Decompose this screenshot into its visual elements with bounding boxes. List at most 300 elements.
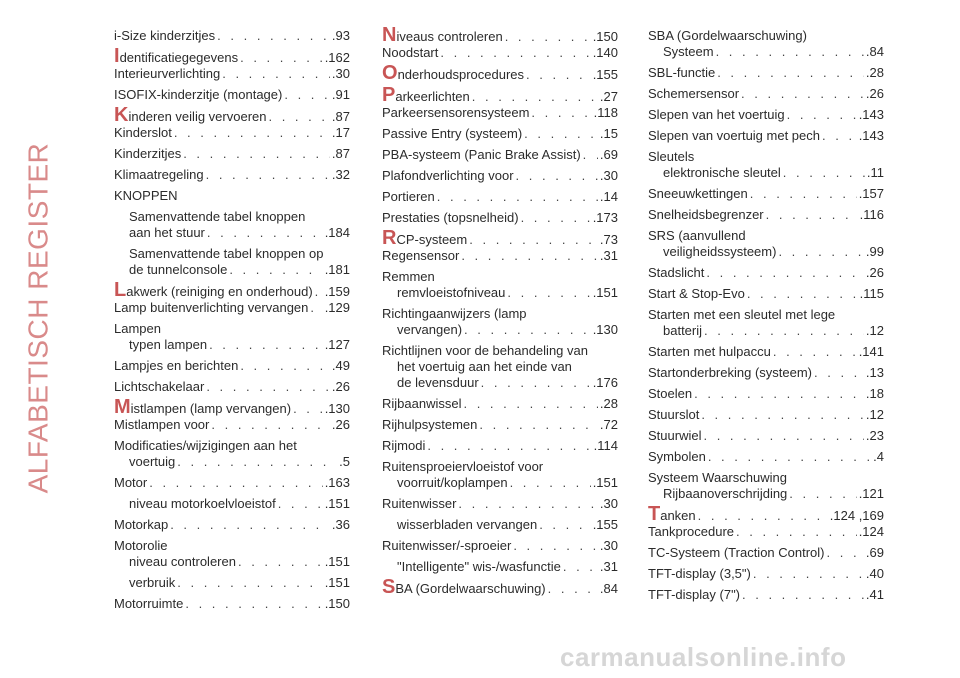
index-line — [648, 524, 884, 540]
page-number: .69 — [599, 147, 618, 162]
index-line — [382, 285, 618, 301]
index-term: SBA (Gordelwaarschuwing) — [648, 28, 807, 43]
dot-leader — [701, 407, 864, 423]
index-term: TFT-display (7") — [648, 587, 741, 602]
index-term: niveau controleren — [129, 554, 236, 569]
index-entry — [648, 149, 884, 181]
index-line — [114, 209, 350, 225]
index-entry — [114, 188, 350, 204]
index-term: Interieurverlichting — [114, 66, 221, 81]
index-entry — [648, 587, 884, 603]
index-line — [114, 337, 350, 353]
index-term: BA (Gordelwaarschuwing) — [395, 581, 546, 596]
index-column-1 — [114, 28, 350, 617]
index-entry — [382, 438, 618, 454]
dot-leader — [583, 147, 598, 163]
page-number: .11 — [866, 165, 884, 180]
dot-leader — [736, 524, 857, 540]
dot-leader — [238, 554, 323, 570]
index-line — [114, 300, 350, 316]
index-term: Kinderzitjes — [114, 146, 182, 161]
index-line — [114, 417, 350, 433]
index-entry — [382, 269, 618, 301]
index-term: vervangen) — [397, 322, 463, 337]
page-number: .143 — [858, 128, 884, 143]
dot-leader — [703, 428, 863, 444]
index-term: de levensduur — [397, 375, 479, 390]
index-line — [648, 44, 884, 60]
dot-leader — [177, 575, 322, 591]
dot-leader — [310, 300, 322, 316]
dot-leader — [293, 401, 323, 417]
page-number: .129 — [324, 300, 350, 315]
index-entry — [114, 575, 350, 591]
dot-leader — [207, 225, 323, 241]
index-line — [648, 265, 884, 281]
dot-leader — [229, 262, 322, 278]
dot-leader — [704, 323, 864, 339]
index-entry — [648, 265, 884, 281]
dot-leader — [827, 545, 864, 561]
index-entry — [648, 365, 884, 381]
index-line — [648, 566, 884, 582]
index-term: Lampen — [114, 321, 161, 336]
page-number: .173 — [592, 210, 618, 225]
dot-leader — [481, 375, 591, 391]
dot-leader — [278, 496, 323, 512]
index-line — [648, 323, 884, 339]
index-term: "Intelligente" wis-/wasfunctie — [397, 559, 561, 574]
page-number: .72 — [599, 417, 618, 432]
index-entry — [648, 503, 884, 540]
index-term: verbruik — [129, 575, 176, 590]
index-entry — [114, 596, 350, 612]
dot-leader — [521, 210, 591, 226]
index-term: Regensensor — [382, 248, 460, 263]
page-number: .87 — [331, 146, 350, 161]
section-initial-letter: P — [382, 84, 396, 106]
index-term: Lampjes en berichten — [114, 358, 239, 373]
index-term: Rijbaanwissel — [382, 396, 462, 411]
index-column-2 — [382, 24, 618, 602]
index-term: voertuig — [129, 454, 176, 469]
index-line — [114, 28, 350, 44]
section-initial-letter: R — [382, 227, 397, 249]
index-entry — [382, 126, 618, 142]
dot-leader — [787, 107, 857, 123]
page-number: .40 — [865, 566, 884, 581]
page-number: .159 — [324, 284, 350, 299]
index-term: TFT-display (3,5") — [648, 566, 751, 581]
dot-leader — [563, 559, 598, 575]
page-number: .157 — [858, 186, 884, 201]
index-term: Tankprocedure — [648, 524, 734, 539]
index-entry — [382, 168, 618, 184]
index-term: Startonderbreking (systeem) — [648, 365, 813, 380]
page-number: .155 — [592, 67, 618, 82]
dot-leader — [513, 538, 598, 554]
index-term: Slepen van het voertuig — [648, 107, 785, 122]
page-number: .151 — [324, 554, 350, 569]
dot-leader — [149, 475, 322, 491]
index-term: wisserbladen vervangen — [397, 517, 538, 532]
dot-leader — [174, 125, 330, 141]
page-number: .140 — [592, 45, 618, 60]
index-entry — [382, 417, 618, 433]
index-entry — [648, 186, 884, 202]
index-entry — [382, 227, 618, 264]
index-entry — [382, 538, 618, 554]
index-line — [114, 475, 350, 491]
dot-leader — [694, 386, 864, 402]
index-line — [114, 146, 350, 162]
index-term: Sneeuwkettingen — [648, 186, 748, 201]
index-term: nderhoudsprocedures — [397, 67, 525, 82]
page-number: .26 — [331, 417, 350, 432]
index-term: Ruitenwisser — [382, 496, 457, 511]
index-term: Noodstart — [382, 45, 439, 60]
index-term: Stuurwiel — [648, 428, 702, 443]
index-line — [114, 575, 350, 591]
index-line — [382, 459, 618, 475]
page-number: .121 — [858, 486, 884, 501]
index-entry — [648, 449, 884, 465]
index-line — [648, 86, 884, 102]
index-term: Parkeersensorensysteem — [382, 105, 530, 120]
index-line — [382, 517, 618, 533]
dot-leader — [524, 126, 598, 142]
page-number: .27 — [599, 89, 618, 104]
index-term: istlampen (lamp vervangen) — [130, 401, 292, 416]
section-initial-letter: S — [382, 576, 396, 598]
index-term: Stadslicht — [648, 265, 705, 280]
index-entry — [648, 86, 884, 102]
index-line — [114, 45, 350, 67]
index-entry — [648, 470, 884, 502]
dot-leader — [539, 517, 590, 533]
index-term: Slepen van voertuig met pech — [648, 128, 820, 143]
index-entry — [648, 566, 884, 582]
index-line — [648, 165, 884, 181]
dot-leader — [177, 454, 337, 470]
index-entry — [382, 576, 618, 598]
watermark: carmanualsonline.info — [560, 642, 847, 672]
page-number: .155 — [592, 517, 618, 532]
index-line — [648, 407, 884, 423]
index-line — [382, 559, 618, 575]
index-term: Passive Entry (systeem) — [382, 126, 523, 141]
index-term: Starten met een sleutel met lege — [648, 307, 836, 322]
page-number: .124 ,169 — [829, 508, 884, 523]
index-term: Lichtschakelaar — [114, 379, 205, 394]
index-term: inderen veilig vervoeren — [128, 109, 267, 124]
index-line — [382, 322, 618, 338]
index-term: akwerk (reiniging en onderhoud) — [126, 284, 313, 299]
page-number: .31 — [599, 248, 618, 263]
index-term: Samenvattende tabel knoppen — [129, 209, 306, 224]
side-title — [14, 18, 62, 618]
dot-leader — [783, 165, 865, 181]
page-number: .15 — [599, 126, 618, 141]
index-entry — [648, 307, 884, 339]
index-term: iveaus controleren — [396, 29, 503, 44]
page-number: .36 — [331, 517, 350, 532]
index-term: anken — [660, 508, 696, 523]
index-line — [648, 107, 884, 123]
index-term: Plafondverlichting voor — [382, 168, 514, 183]
index-line — [114, 321, 350, 337]
page-number: .23 — [865, 428, 884, 443]
index-entry — [648, 128, 884, 144]
dot-leader — [240, 358, 330, 374]
index-line — [114, 554, 350, 570]
page-number: .130 — [592, 322, 618, 337]
index-line — [382, 210, 618, 226]
page-number: .13 — [865, 365, 884, 380]
page-number: .151 — [592, 475, 618, 490]
index-term: Motorolie — [114, 538, 168, 553]
index-entry — [382, 306, 618, 338]
index-line — [114, 225, 350, 241]
dot-leader — [217, 28, 330, 44]
index-line — [114, 379, 350, 395]
index-entry — [382, 147, 618, 163]
dot-leader — [548, 581, 598, 597]
index-entry — [114, 379, 350, 395]
index-line — [648, 587, 884, 603]
dot-leader — [463, 396, 597, 412]
index-entry — [648, 65, 884, 81]
index-term: Samenvattende tabel knoppen op — [129, 246, 324, 261]
page-number: .115 — [859, 286, 884, 301]
page-number: .151 — [324, 496, 350, 511]
page-number: .41 — [865, 587, 884, 602]
dot-leader — [717, 65, 864, 81]
index-entry — [382, 459, 618, 491]
dot-leader — [526, 67, 591, 83]
index-line — [114, 262, 350, 278]
page-number: .163 — [324, 475, 350, 490]
index-line — [648, 307, 884, 323]
index-term: aan het stuur — [129, 225, 205, 240]
index-line — [114, 125, 350, 141]
index-line — [382, 438, 618, 454]
index-entry — [648, 28, 884, 60]
index-entry — [382, 343, 618, 391]
section-initial-letter: N — [382, 24, 397, 46]
index-line — [382, 227, 618, 249]
index-entry — [114, 517, 350, 533]
page-number: .114 — [593, 438, 618, 453]
index-entry — [114, 475, 350, 491]
dot-leader — [507, 285, 590, 301]
page-number: .5 — [339, 454, 350, 469]
page-number: .84 — [599, 581, 618, 596]
side-title-text: ALFABETISCH REGISTER — [22, 142, 53, 494]
index-line — [382, 24, 618, 46]
dot-leader — [814, 365, 864, 381]
index-line — [648, 344, 884, 360]
index-line — [114, 438, 350, 454]
index-line — [648, 428, 884, 444]
index-line — [114, 87, 350, 103]
index-term: Klimaatregeling — [114, 167, 204, 182]
index-term: ISOFIX-kinderzitje (montage) — [114, 87, 283, 102]
page-number: .4 — [873, 449, 884, 464]
index-entry — [114, 167, 350, 183]
index-entry — [648, 545, 884, 561]
page-number: .28 — [599, 396, 618, 411]
index-line — [648, 228, 884, 244]
index-term: Motor — [114, 475, 148, 490]
index-entry — [114, 104, 350, 141]
page-number: .26 — [865, 265, 884, 280]
dot-leader — [698, 508, 828, 524]
dot-leader — [211, 417, 330, 433]
index-entry — [114, 28, 350, 44]
index-term: elektronische sleutel — [663, 165, 781, 180]
dot-leader — [461, 248, 598, 264]
dot-leader — [753, 566, 864, 582]
index-line — [648, 503, 884, 525]
page-number: .30 — [599, 538, 618, 553]
index-line — [382, 496, 618, 512]
index-line — [648, 128, 884, 144]
index-term: veiligheidssysteem) — [663, 244, 777, 259]
index-term: Lamp buitenverlichting vervangen — [114, 300, 309, 315]
index-line — [648, 207, 884, 223]
index-term: Richtlijnen voor de behandeling van — [382, 343, 588, 358]
index-line — [648, 286, 884, 302]
index-term: Rijmodi — [382, 438, 426, 453]
page-number: .69 — [865, 545, 884, 560]
index-entry — [114, 438, 350, 470]
index-line — [114, 596, 350, 612]
index-line — [648, 28, 884, 44]
index-entry — [382, 210, 618, 226]
index-entry — [114, 209, 350, 241]
section-initial-letter: M — [114, 396, 131, 418]
index-line — [382, 248, 618, 264]
index-entry — [648, 107, 884, 123]
page-number: .31 — [599, 559, 618, 574]
index-line — [114, 496, 350, 512]
index-term: Ruitensproeiervloeistof voor — [382, 459, 544, 474]
index-term: Ruitenwisser/-sproeier — [382, 538, 512, 553]
page-number: .12 — [865, 407, 884, 422]
dot-leader — [822, 128, 857, 144]
index-term: Remmen — [382, 269, 435, 284]
dot-leader — [773, 344, 857, 360]
dot-leader — [531, 105, 591, 121]
index-entry — [382, 189, 618, 205]
index-line — [114, 279, 350, 301]
index-entry — [382, 84, 618, 121]
dot-leader — [183, 146, 330, 162]
section-initial-letter: I — [114, 45, 120, 67]
index-term: remvloeistofniveau — [397, 285, 506, 300]
dot-leader — [766, 207, 858, 223]
dot-leader — [469, 232, 598, 248]
index-line — [114, 188, 350, 204]
index-term: CP-systeem — [396, 232, 468, 247]
page-number: .91 — [331, 87, 350, 102]
index-term: voorruit/koplampen — [397, 475, 508, 490]
index-term: Kinderslot — [114, 125, 172, 140]
index-term: batterij — [663, 323, 703, 338]
dot-leader — [240, 50, 323, 66]
index-line — [382, 576, 618, 598]
dot-leader — [268, 109, 329, 125]
dot-leader — [185, 596, 322, 612]
index-line — [114, 167, 350, 183]
index-term: Prestaties (topsnelheid) — [382, 210, 519, 225]
index-line — [382, 538, 618, 554]
page-number: .124 — [858, 524, 884, 539]
page-number: .176 — [592, 375, 618, 390]
dot-leader — [222, 66, 330, 82]
dot-leader — [427, 438, 591, 454]
index-term: Symbolen — [648, 449, 706, 464]
index-entry — [114, 246, 350, 278]
index-term: Systeem Waarschuwing — [648, 470, 787, 485]
index-term: SBL-functie — [648, 65, 716, 80]
index-line — [648, 545, 884, 561]
index-line — [382, 147, 618, 163]
dot-leader — [170, 517, 330, 533]
index-line — [382, 269, 618, 285]
index-line — [382, 359, 618, 375]
page-number: .12 — [865, 323, 884, 338]
index-term: het voertuig aan het einde van — [397, 359, 572, 374]
index-entry — [382, 559, 618, 575]
page-number: .141 — [858, 344, 884, 359]
page-number: .150 — [592, 29, 618, 44]
index-line — [648, 386, 884, 402]
index-term: Systeem — [663, 44, 714, 59]
page-number: .151 — [592, 285, 618, 300]
index-line — [382, 105, 618, 121]
page-number: .162 — [324, 50, 350, 65]
dot-leader — [315, 284, 323, 300]
index-line — [114, 246, 350, 262]
index-term: Modificaties/wijzigingen aan het — [114, 438, 297, 453]
index-entry — [114, 146, 350, 162]
dot-leader — [789, 486, 856, 502]
page-number: .84 — [865, 44, 884, 59]
index-entry — [114, 496, 350, 512]
index-entry — [114, 279, 350, 316]
page-number: .143 — [858, 107, 884, 122]
page-number: .151 — [324, 575, 350, 590]
index-line — [648, 65, 884, 81]
index-line — [114, 517, 350, 533]
index-line — [648, 186, 884, 202]
index-line — [114, 358, 350, 374]
index-entry — [382, 396, 618, 412]
index-line — [382, 396, 618, 412]
index-term: dentificatiegegevens — [119, 50, 239, 65]
page-number: .17 — [331, 125, 350, 140]
page-number: .30 — [599, 496, 618, 511]
index-term: Start & Stop-Evo — [648, 286, 745, 301]
index-line — [382, 45, 618, 61]
dot-leader — [747, 286, 858, 302]
index-term: Snelheidsbegrenzer — [648, 207, 764, 222]
dot-leader — [706, 265, 864, 281]
index-entry — [648, 228, 884, 260]
index-line — [114, 454, 350, 470]
